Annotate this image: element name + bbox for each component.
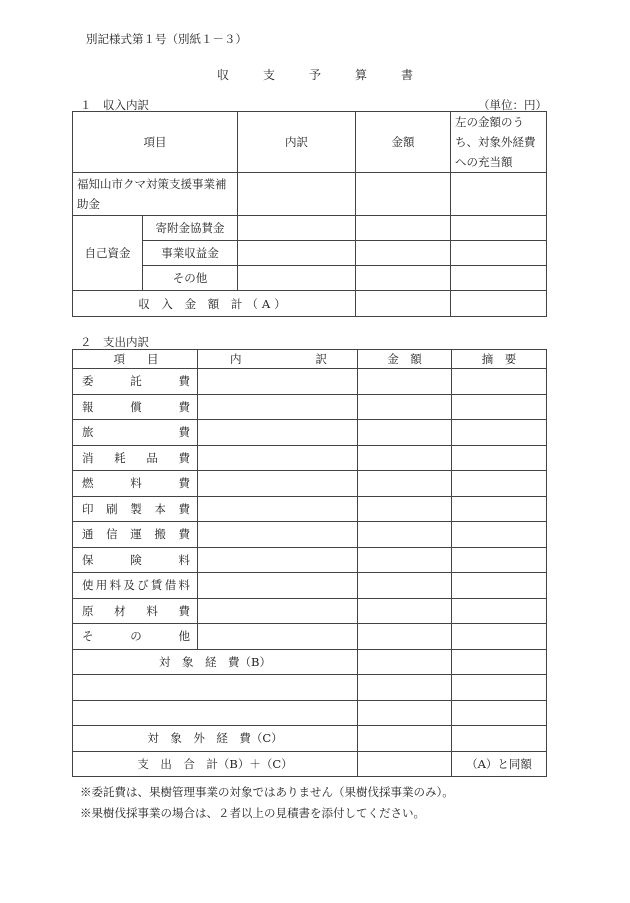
expense-item-char: 用 bbox=[95, 578, 108, 593]
header-char: 目 bbox=[147, 352, 159, 366]
income-col-item: 項目 bbox=[73, 112, 238, 173]
income-total-row bbox=[73, 291, 547, 317]
expense-item-label bbox=[73, 445, 198, 471]
expense-amount-cell[interactable] bbox=[358, 369, 452, 395]
expense-breakdown-cell[interactable] bbox=[198, 394, 358, 420]
expense-item-char: 償 bbox=[130, 399, 142, 414]
expense-item-char: 費 bbox=[178, 374, 190, 389]
form-label: 別記様式第１号（別紙１－３） bbox=[86, 32, 247, 46]
expense-col-breakdown bbox=[198, 350, 358, 369]
subsidy-label: 福知山市クマ対策支援事業補助金 bbox=[73, 173, 238, 216]
blank-row bbox=[73, 700, 547, 726]
expense-item-char: 製 bbox=[130, 501, 142, 516]
expense-item-char: 耗 bbox=[114, 450, 126, 465]
income-total-amount-cell[interactable] bbox=[356, 291, 451, 317]
blank-amount-cell[interactable] bbox=[358, 675, 452, 701]
breakdown-cell[interactable] bbox=[238, 241, 356, 266]
expense-row bbox=[73, 394, 547, 420]
income-total-allocation-cell[interactable] bbox=[451, 291, 547, 317]
expense-summary-cell[interactable] bbox=[452, 573, 547, 599]
expense-item-char: 賃 bbox=[150, 578, 163, 593]
footnote: ※果樹伐採事業の場合は、２者以上の見積書を添付してください。 bbox=[80, 806, 425, 820]
expense-summary-cell[interactable] bbox=[452, 547, 547, 573]
expense-row bbox=[73, 420, 547, 446]
expense-item-char: 保 bbox=[82, 552, 94, 567]
title-char: 算 bbox=[355, 68, 368, 82]
unit-label: （単位：円） bbox=[478, 98, 547, 112]
expense-breakdown-cell[interactable] bbox=[198, 573, 358, 599]
expense-item-char: 消 bbox=[82, 450, 94, 465]
expense-item-char: 及 bbox=[123, 578, 135, 593]
expense-amount-cell[interactable] bbox=[358, 496, 452, 522]
expense-item-label bbox=[73, 573, 198, 599]
expense-item-label bbox=[73, 420, 198, 446]
blank-summary-cell[interactable] bbox=[452, 675, 547, 701]
expense-item-char: 運 bbox=[130, 527, 142, 542]
expense-item-char: 品 bbox=[146, 450, 158, 465]
expense-col-item bbox=[73, 350, 198, 369]
expense-summary-cell[interactable] bbox=[452, 369, 547, 395]
expense-amount-cell[interactable] bbox=[358, 445, 452, 471]
expense-item-char: 費 bbox=[178, 501, 190, 516]
income-row-own-funds bbox=[73, 216, 547, 241]
amount-cell[interactable] bbox=[356, 266, 451, 291]
expense-row bbox=[73, 496, 547, 522]
income-row-subsidy bbox=[73, 173, 547, 216]
subsidy-allocation-cell[interactable] bbox=[451, 173, 547, 216]
income-col-amount: 金額 bbox=[356, 112, 451, 173]
expense-col-summary: 摘 要 bbox=[452, 350, 547, 369]
own-funds-label: 自己資金 bbox=[73, 216, 143, 291]
expense-amount-cell[interactable] bbox=[358, 624, 452, 650]
expense-breakdown-cell[interactable] bbox=[198, 445, 358, 471]
title-char: 収 bbox=[216, 68, 229, 82]
expense-item-char: 印 bbox=[82, 501, 94, 516]
allocation-cell[interactable] bbox=[451, 241, 547, 266]
expense-total-amount-cell[interactable] bbox=[358, 751, 452, 777]
expense-item-label bbox=[73, 496, 198, 522]
expense-row bbox=[73, 547, 547, 573]
expense-item-char: 費 bbox=[178, 450, 190, 465]
target-cost-label: 対 象 経 費（B） bbox=[73, 649, 358, 675]
expense-breakdown-cell[interactable] bbox=[198, 471, 358, 497]
non-target-cost-amount-cell[interactable] bbox=[358, 726, 452, 752]
income-total-label: 収 入 金 額 計（A） bbox=[73, 291, 356, 317]
target-cost-row bbox=[73, 649, 547, 675]
expense-item-char: 費 bbox=[178, 603, 190, 618]
title-char: 書 bbox=[401, 68, 414, 82]
income-row-own-funds bbox=[73, 266, 547, 291]
expense-item-char: の bbox=[130, 629, 142, 644]
expense-amount-cell[interactable] bbox=[358, 573, 452, 599]
blank-summary-cell[interactable] bbox=[452, 700, 547, 726]
expense-summary-cell[interactable] bbox=[452, 496, 547, 522]
expense-breakdown-cell[interactable] bbox=[198, 369, 358, 395]
expense-summary-cell[interactable] bbox=[452, 598, 547, 624]
expense-item-char: 料 bbox=[130, 476, 142, 491]
expense-item-char: 他 bbox=[178, 629, 190, 644]
income-table bbox=[72, 111, 547, 317]
blank-amount-cell[interactable] bbox=[358, 700, 452, 726]
expense-item-label bbox=[73, 624, 198, 650]
subsidy-breakdown-cell[interactable] bbox=[238, 173, 356, 216]
subsidy-amount-cell[interactable] bbox=[356, 173, 451, 216]
expense-breakdown-cell[interactable] bbox=[198, 522, 358, 548]
expense-breakdown-cell[interactable] bbox=[198, 496, 358, 522]
expense-item-char: 費 bbox=[178, 399, 190, 414]
expense-item-label bbox=[73, 394, 198, 420]
expense-row bbox=[73, 598, 547, 624]
income-row-own-funds bbox=[73, 241, 547, 266]
amount-cell[interactable] bbox=[356, 241, 451, 266]
expense-breakdown-cell[interactable] bbox=[198, 420, 358, 446]
expense-row bbox=[73, 522, 547, 548]
expense-item-char: 料 bbox=[146, 603, 158, 618]
expense-row bbox=[73, 369, 547, 395]
expense-summary-cell[interactable] bbox=[452, 624, 547, 650]
expense-row bbox=[73, 471, 547, 497]
title-char: 予 bbox=[308, 68, 321, 82]
expense-item-char: 険 bbox=[130, 552, 142, 567]
expense-breakdown-cell[interactable] bbox=[198, 624, 358, 650]
expense-summary-cell[interactable] bbox=[452, 445, 547, 471]
expense-header-row bbox=[73, 350, 547, 369]
expense-item-char: 刷 bbox=[106, 501, 118, 516]
expense-item-char: 搬 bbox=[154, 527, 166, 542]
expense-item-char: 委 bbox=[82, 374, 94, 389]
expense-item-label bbox=[73, 369, 198, 395]
expense-item-label bbox=[73, 471, 198, 497]
non-target-cost-label: 対 象 外 経 費（C） bbox=[73, 726, 358, 752]
expense-item-char: 費 bbox=[178, 425, 190, 440]
section2-heading: ２ 支出内訳 bbox=[80, 335, 149, 349]
expense-item-label bbox=[73, 598, 198, 624]
expense-item-char: 報 bbox=[82, 399, 94, 414]
expense-item-char: び bbox=[137, 578, 149, 593]
section1-heading: １ 収入内訳 bbox=[80, 98, 149, 112]
amount-cell[interactable] bbox=[356, 216, 451, 241]
expense-amount-cell[interactable] bbox=[358, 598, 452, 624]
own-funds-item: 寄附金協賛金 bbox=[143, 216, 238, 241]
expense-total-note: （A）と同額 bbox=[452, 751, 547, 777]
expense-item-char: 借 bbox=[164, 578, 177, 593]
expense-amount-cell[interactable] bbox=[358, 420, 452, 446]
expense-item-char: 料 bbox=[178, 578, 190, 593]
target-cost-amount-cell[interactable] bbox=[358, 649, 452, 675]
expense-item-char: 託 bbox=[130, 374, 142, 389]
target-cost-summary-cell[interactable] bbox=[452, 649, 547, 675]
expense-item-char: 本 bbox=[154, 501, 166, 516]
expense-items bbox=[73, 369, 547, 650]
header-char: 訳 bbox=[315, 352, 327, 366]
expense-summary-cell[interactable] bbox=[452, 394, 547, 420]
blank-item-cell[interactable] bbox=[73, 700, 358, 726]
expense-breakdown-cell[interactable] bbox=[198, 598, 358, 624]
non-target-cost-summary-cell[interactable] bbox=[452, 726, 547, 752]
document-title bbox=[0, 66, 630, 83]
non-target-cost-row bbox=[73, 726, 547, 752]
expense-item-char: 材 bbox=[114, 603, 126, 618]
expense-item-char: 燃 bbox=[82, 476, 94, 491]
expense-amount-cell[interactable] bbox=[358, 471, 452, 497]
own-funds-item: 事業収益金 bbox=[143, 241, 238, 266]
header-char: 内 bbox=[230, 352, 242, 366]
expense-col-amount: 金 額 bbox=[358, 350, 452, 369]
expense-total-row bbox=[73, 751, 547, 777]
expense-item-label bbox=[73, 547, 198, 573]
expense-item-char: 使 bbox=[82, 578, 94, 593]
expense-item-char: 通 bbox=[82, 527, 94, 542]
expense-item-char: そ bbox=[82, 629, 94, 644]
footnote: ※委託費は、果樹管理事業の対象ではありません（果樹伐採事業のみ）。 bbox=[80, 785, 454, 799]
expense-item-char: 費 bbox=[178, 527, 190, 542]
expense-summary-cell[interactable] bbox=[452, 420, 547, 446]
expense-summary-cell[interactable] bbox=[452, 522, 547, 548]
expense-item-char: 信 bbox=[106, 527, 118, 542]
blank-row bbox=[73, 675, 547, 701]
blank-item-cell[interactable] bbox=[73, 675, 358, 701]
expense-item-char: 料 bbox=[178, 552, 190, 567]
expense-item-char: 旅 bbox=[82, 425, 94, 440]
income-header-row bbox=[73, 112, 547, 173]
expense-amount-cell[interactable] bbox=[358, 547, 452, 573]
allocation-cell[interactable] bbox=[451, 216, 547, 241]
expense-summary-cell[interactable] bbox=[452, 471, 547, 497]
breakdown-cell[interactable] bbox=[238, 216, 356, 241]
expense-breakdown-cell[interactable] bbox=[198, 547, 358, 573]
expense-total-label: 支 出 合 計（B）＋（C） bbox=[73, 751, 358, 777]
expense-row bbox=[73, 573, 547, 599]
expense-item-char: 費 bbox=[178, 476, 190, 491]
expense-row bbox=[73, 445, 547, 471]
header-char: 項 bbox=[113, 352, 125, 366]
income-col-breakdown: 内訳 bbox=[238, 112, 356, 173]
expense-table bbox=[72, 349, 547, 777]
expense-row bbox=[73, 624, 547, 650]
expense-item-label bbox=[73, 522, 198, 548]
expense-item-char: 原 bbox=[82, 603, 94, 618]
expense-amount-cell[interactable] bbox=[358, 394, 452, 420]
breakdown-cell[interactable] bbox=[238, 266, 356, 291]
own-funds-item: その他 bbox=[143, 266, 238, 291]
title-char: 支 bbox=[262, 68, 275, 82]
expense-item-char: 料 bbox=[109, 578, 122, 593]
income-col-allocation: 左の金額のうち、対象外経費への充当額 bbox=[451, 112, 547, 173]
expense-amount-cell[interactable] bbox=[358, 522, 452, 548]
allocation-cell[interactable] bbox=[451, 266, 547, 291]
